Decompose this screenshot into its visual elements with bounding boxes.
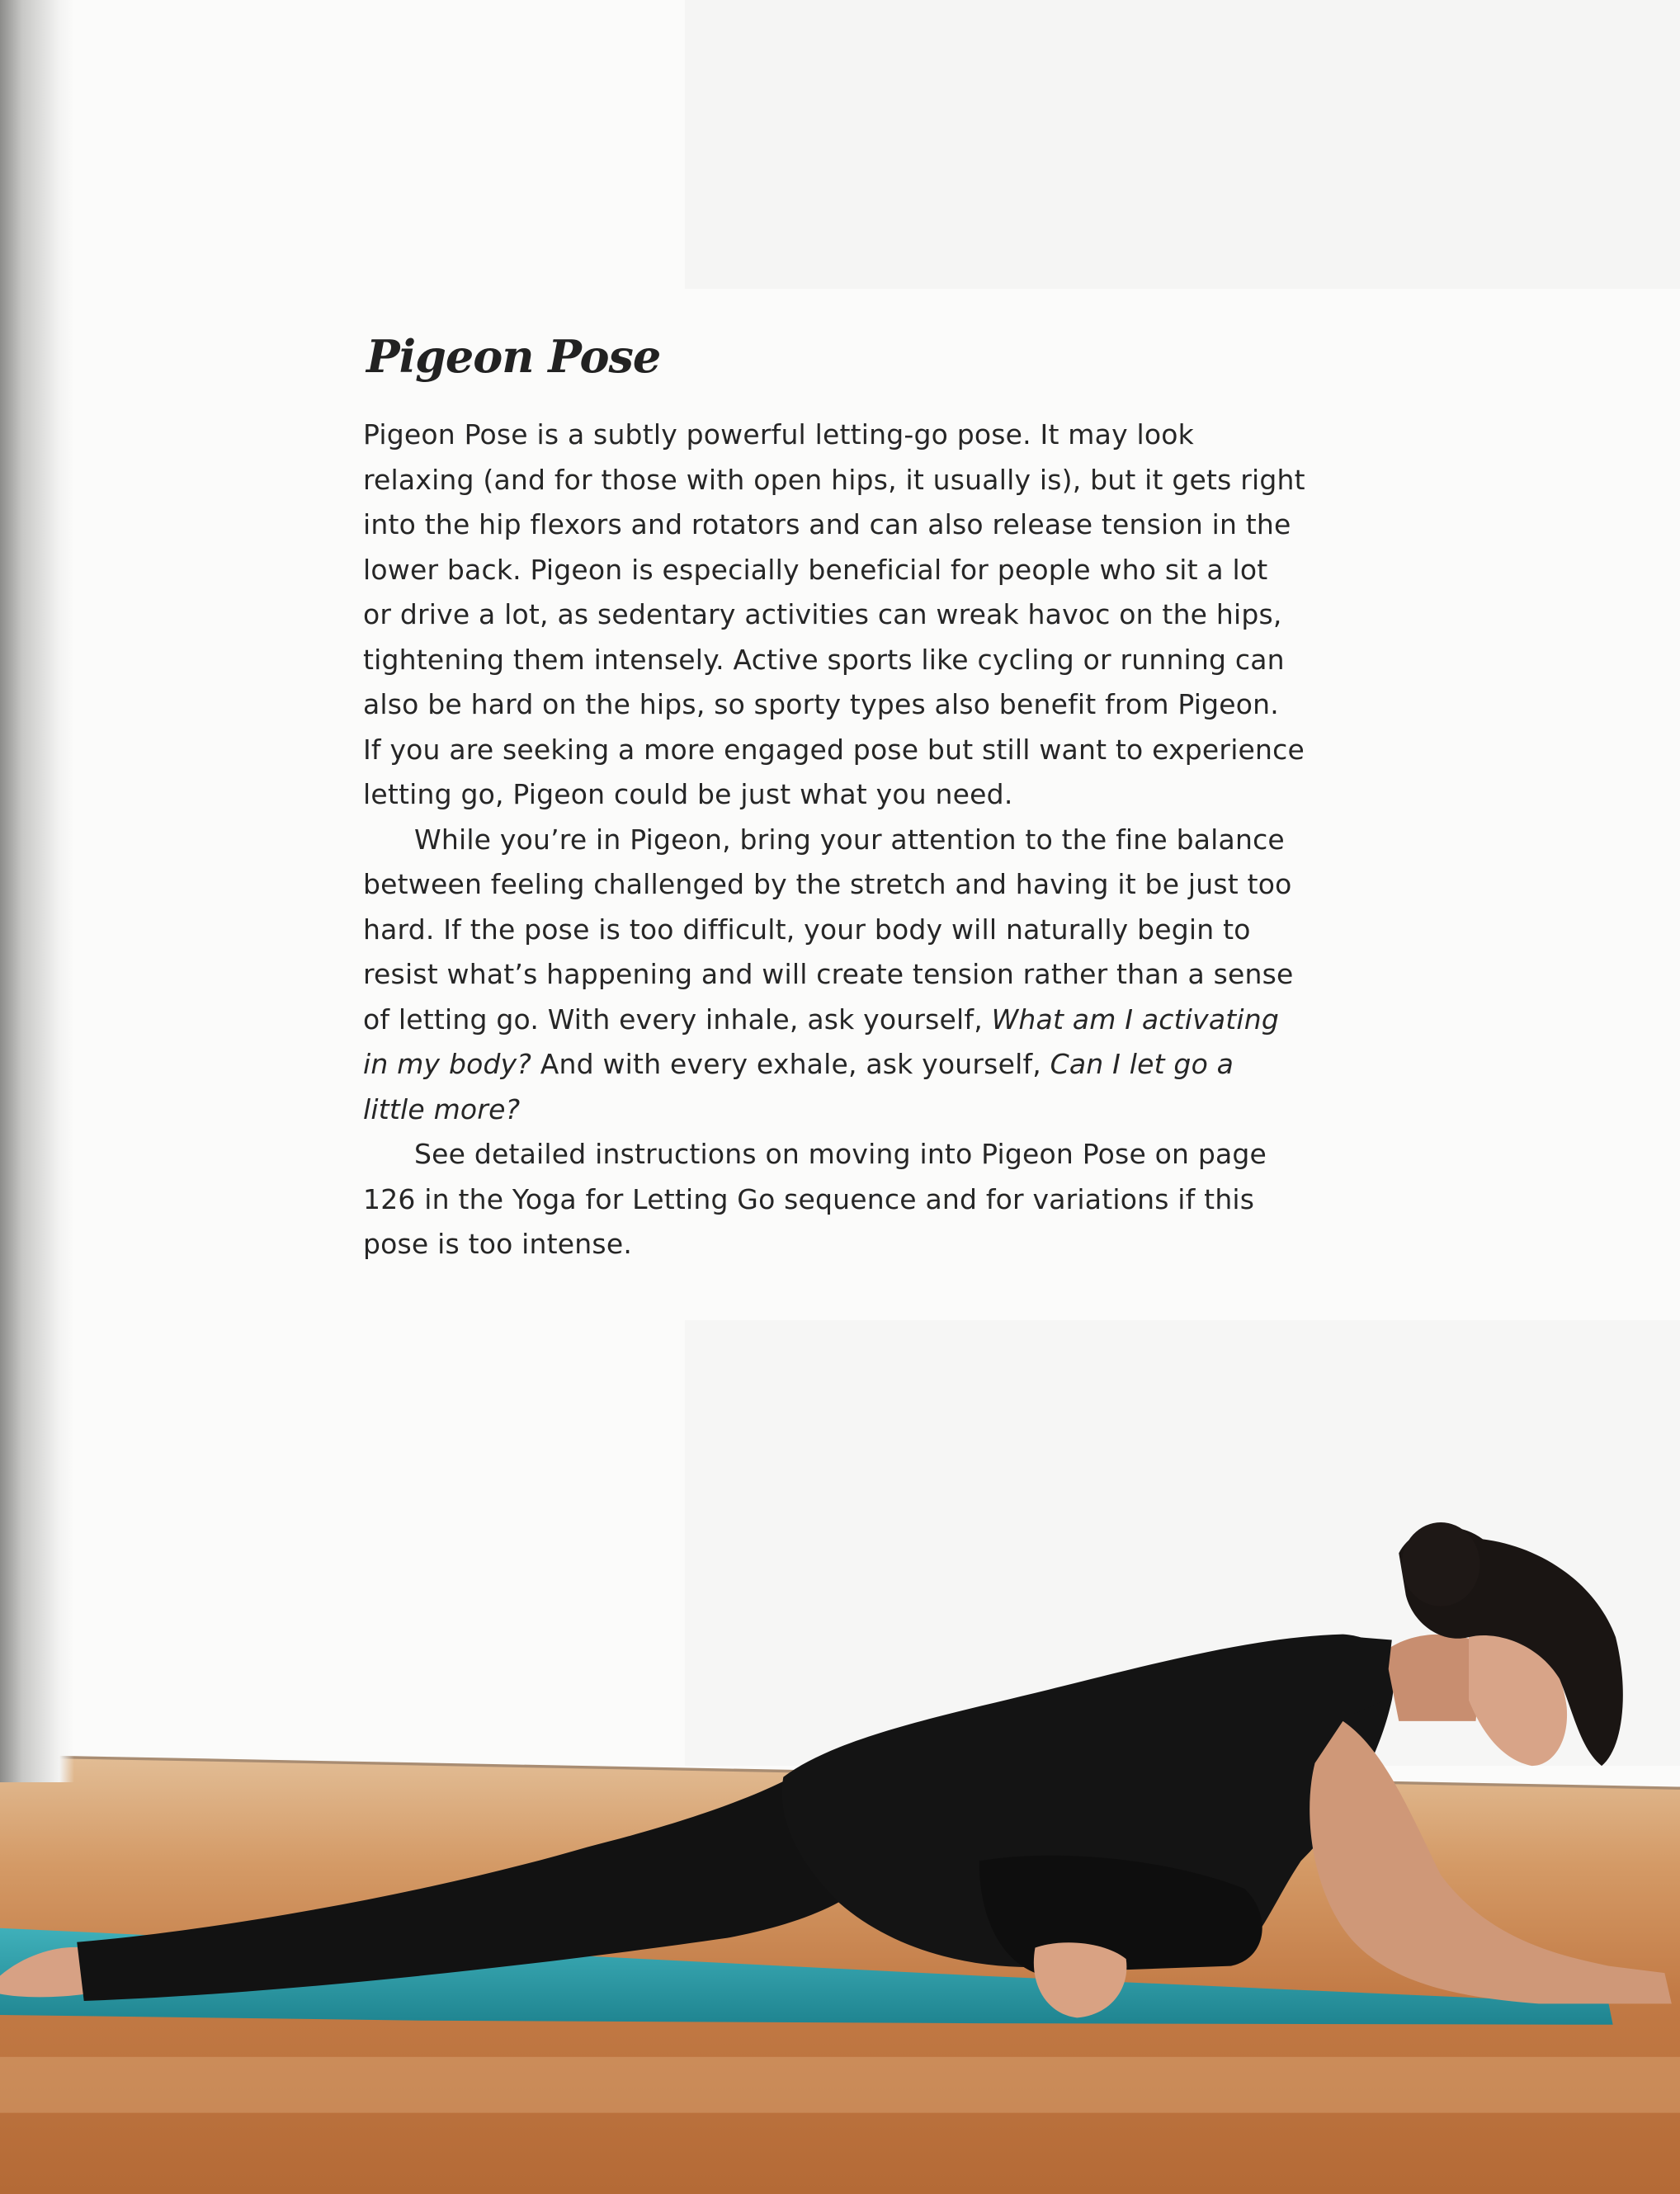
hair-bun	[1402, 1522, 1480, 1607]
italic-text: What am I activating	[991, 1003, 1280, 1036]
italic-text: little more?	[363, 1092, 521, 1125]
text-line	[363, 413, 1386, 458]
text-line	[363, 952, 1386, 998]
text-line	[363, 548, 1386, 593]
text-segment: And with every exhale, ask yourself,	[531, 1048, 1050, 1080]
text-line	[363, 1222, 1386, 1267]
text-line	[363, 772, 1386, 818]
text-line	[363, 1177, 1386, 1223]
text-line	[363, 682, 1386, 728]
text-segment: pose is too intense.	[363, 1228, 633, 1260]
italic-text: in my body?	[363, 1048, 532, 1080]
page-title: Pigeon Pose	[366, 330, 661, 383]
page-binding-shadow	[0, 0, 74, 1782]
italic-text: Can I let go a	[1050, 1048, 1234, 1080]
neck	[1385, 1635, 1483, 1721]
text-segment: into the hip flexors and rotators and can also release tension in the	[363, 508, 1291, 540]
text-segment: 126 in the Yoga for Letting Go sequence and for variations if this	[363, 1182, 1255, 1215]
text-line	[363, 502, 1386, 548]
text-segment: relaxing (and for those with open hips, it usually is), but it gets right	[363, 463, 1305, 496]
text-segment: resist what’s happening and will create tension rather than a sense	[363, 958, 1294, 990]
text-segment: See detailed instructions on moving into Pigeon Pose on page	[414, 1138, 1267, 1170]
text-line	[363, 728, 1386, 773]
text-segment: or drive a lot, as sedentary activities can wreak havoc on the hips,	[363, 598, 1282, 630]
text-segment: Pigeon Pose is a subtly powerful letting-go pose. It may look	[363, 418, 1194, 451]
article-body	[363, 413, 1386, 1267]
text-segment: also be hard on the hips, so sporty types also benefit from Pigeon.	[363, 688, 1279, 720]
text-segment: hard. If the pose is too difficult, your body will naturally begin to	[363, 913, 1251, 946]
text-line	[363, 908, 1386, 953]
text-segment: tightening them intensely. Active sports like cycling or running can	[363, 643, 1285, 676]
floor-reflection	[0, 2057, 1680, 2113]
text-segment: of letting go. With every inhale, ask yourself,	[363, 1003, 992, 1036]
text-line	[363, 1132, 1386, 1177]
text-line	[363, 818, 1386, 863]
text-segment: If you are seeking a more engaged pose but still want to experience	[363, 733, 1305, 766]
text-segment: While you’re in Pigeon, bring your attention to the fine balance	[414, 823, 1285, 856]
text-segment: lower back. Pigeon is especially beneficial for people who sit a lot	[363, 553, 1268, 586]
text-line	[363, 592, 1386, 638]
text-line	[363, 458, 1386, 503]
text-segment: between feeling challenged by the stretch and having it be just too	[363, 868, 1292, 900]
article	[363, 330, 1386, 1267]
text-line	[363, 998, 1386, 1043]
text-line	[363, 1088, 1386, 1133]
text-line	[363, 1042, 1386, 1088]
text-line	[363, 862, 1386, 908]
text-segment: letting go, Pigeon could be just what you need.	[363, 778, 1013, 810]
text-line	[363, 638, 1386, 683]
